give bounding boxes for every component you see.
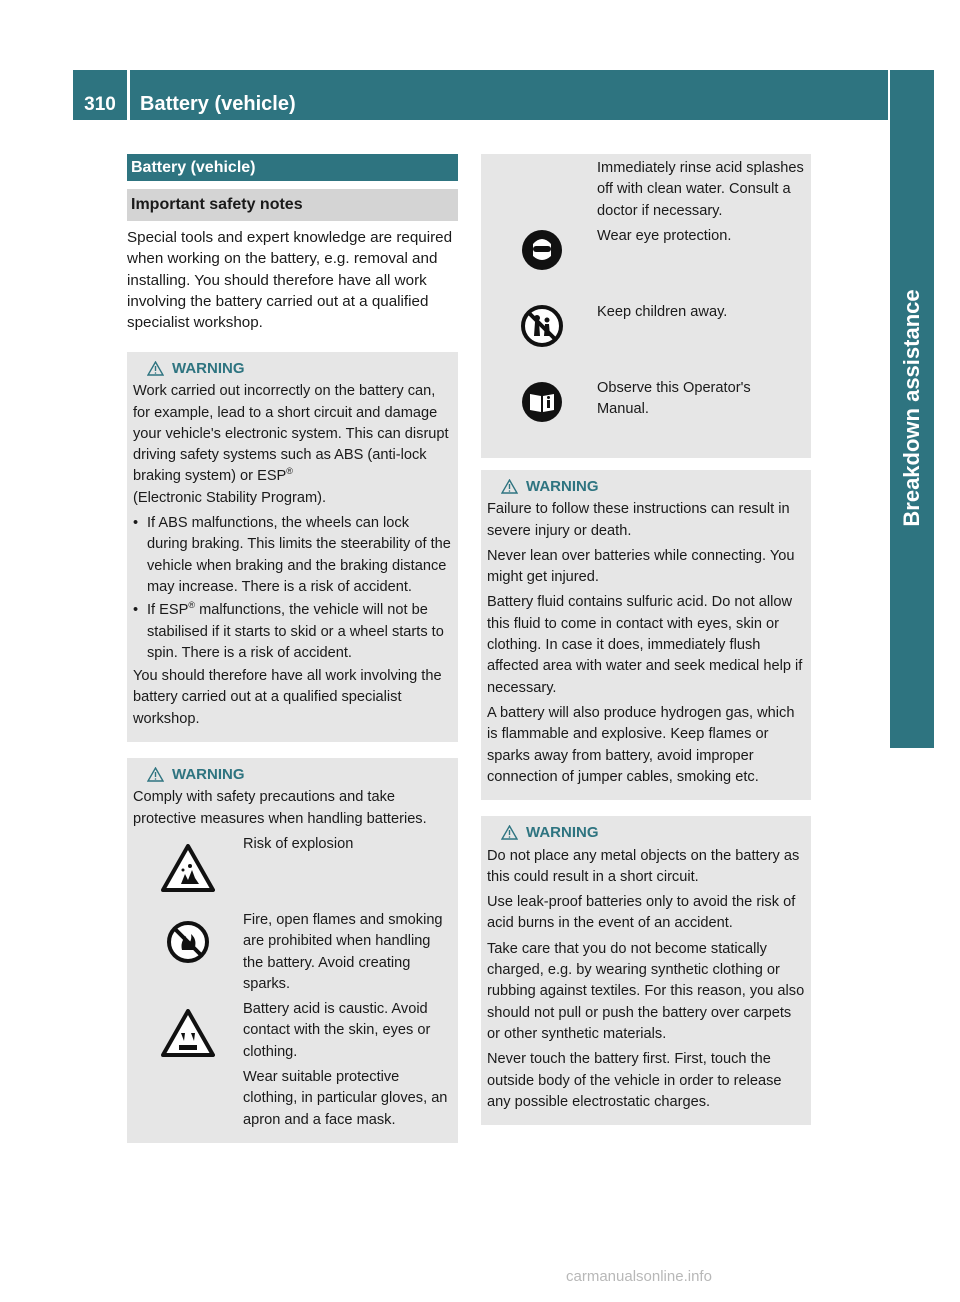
warning-heading [487,822,805,843]
symbol-text: Fire, open flames and smoking are prohibited when handling the battery. Avoid creating sparks. [243,912,443,992]
symbol-row [487,378,805,450]
symbol-text: Wear suitable protective clothing, in particular gloves, an apron and a face mask. [243,1069,448,1128]
warning-triangle-icon [501,825,518,840]
symbol-text: Wear eye protection. [597,227,732,244]
footer-watermark: carmanualsonline.info [566,1268,712,1285]
warning-text: Never lean over batteries while connecting. You might get injured. [487,547,795,586]
warning-box-3 [481,470,811,800]
warning-heading [133,358,452,379]
intro-paragraph: Special tools and expert knowledge are required when working on the battery, e.g. removal and installing. You should therefore have all work involving the battery carried out at a qualified specialist workshop. [127,228,453,332]
section-title: Battery (vehicle) [127,154,458,181]
subsection-title: Important safety notes [127,189,458,220]
warning-label: WARNING [172,766,245,783]
symbol-text: Battery acid is caustic. Avoid contact with the skin, eyes or clothing. [243,1001,431,1060]
warning-text: Do not place any metal objects on the battery as this could result in a short circuit. [487,847,800,885]
page-number: 310 [73,70,127,120]
explosion-warning-icon [133,834,243,892]
no-fire-icon [133,910,243,964]
warning-triangle-icon [147,361,164,376]
symbol-row [487,302,805,378]
symbol-text: Keep children away. [597,303,728,320]
warning-text: Use leak-proof batteries only to avoid the risk of acid burns in the event of an accident. [487,894,796,932]
warning-text: Comply with safety precautions and take protective measures when handling batteries. [133,789,427,827]
warning-box-1 [127,352,458,742]
warning-text: Never touch the battery first. First, touch the outside body of the vehicle in order to release any possible electrostatic charges. [487,1051,782,1110]
warning-label: WARNING [172,359,245,377]
warning-heading [487,476,805,497]
symbol-text: Immediately rinse acid splashes off with clean water. Consult a doctor if necessary. [597,160,804,219]
symbol-row [133,999,452,1135]
keep-children-away-icon [487,302,597,348]
warning-text: A battery will also produce hydrogen gas, which is flammable and explosive. Keep flames or sparks away from battery, avoid improper connection of jumper cables, smoking etc. [487,704,795,785]
side-tab-label: Breakdown assistance [899,289,924,527]
symbol-row [487,226,805,302]
symbol-row [487,158,805,226]
manual-info-icon [487,378,597,424]
warning-text: Failure to follow these instructions can result in severe injury or death. [487,501,790,539]
warning-text: Work carried out incorrectly on the battery can, for example, lead to a short circuit and damage your vehicle's electronic system. This can disrupt driving safety systems such as ABS (anti-lock braking system) or ESP® (Electronic Stability Program). [133,383,449,506]
right-column [481,154,811,1141]
warning-continuation-box [481,154,811,458]
bullet-item: • If ABS malfunctions, the wheels can lock during braking. This limits the steerability of the vehicle when braking and the braking distance may increase. There is a risk of accident. [133,515,451,595]
warning-box-4 [481,816,811,1125]
blank-icon-cell [487,158,597,168]
warning-text: Battery fluid contains sulfuric acid. Do not allow this fluid to come in contact with eyes, skin or clothing. In case it does, immediately flush affected area with water and seek medical help if necessary. [487,594,803,696]
caustic-acid-icon [133,999,243,1057]
bullet-item: • If ESP® malfunctions, the vehicle will not be stabilised if it starts to skid or a wheel starts to spin. There is a risk of accident. [133,600,444,661]
warning-text: Take care that you do not become statically charged, e.g. by wearing synthetic clothing or rubbing against textiles. For this reason, you also should not pull or push the battery over carpets or other synthetic materials. [487,940,805,1042]
warning-heading [133,764,452,785]
warning-triangle-icon [501,479,518,494]
symbol-row [133,834,452,910]
symbol-text: Observe this Operator's Manual. [597,379,751,418]
warning-box-2 [127,758,458,1143]
eye-protection-icon [487,226,597,272]
symbol-text: Risk of explosion [243,836,354,852]
symbol-row [133,910,452,999]
page-header-title: Battery (vehicle) [130,70,888,120]
warning-label: WARNING [526,477,599,495]
warning-triangle-icon [147,767,164,782]
warning-text: You should therefore have all work involving the battery carried out at a qualified specialist workshop. [133,668,442,727]
left-column [127,154,458,1159]
warning-label: WARNING [526,824,599,842]
